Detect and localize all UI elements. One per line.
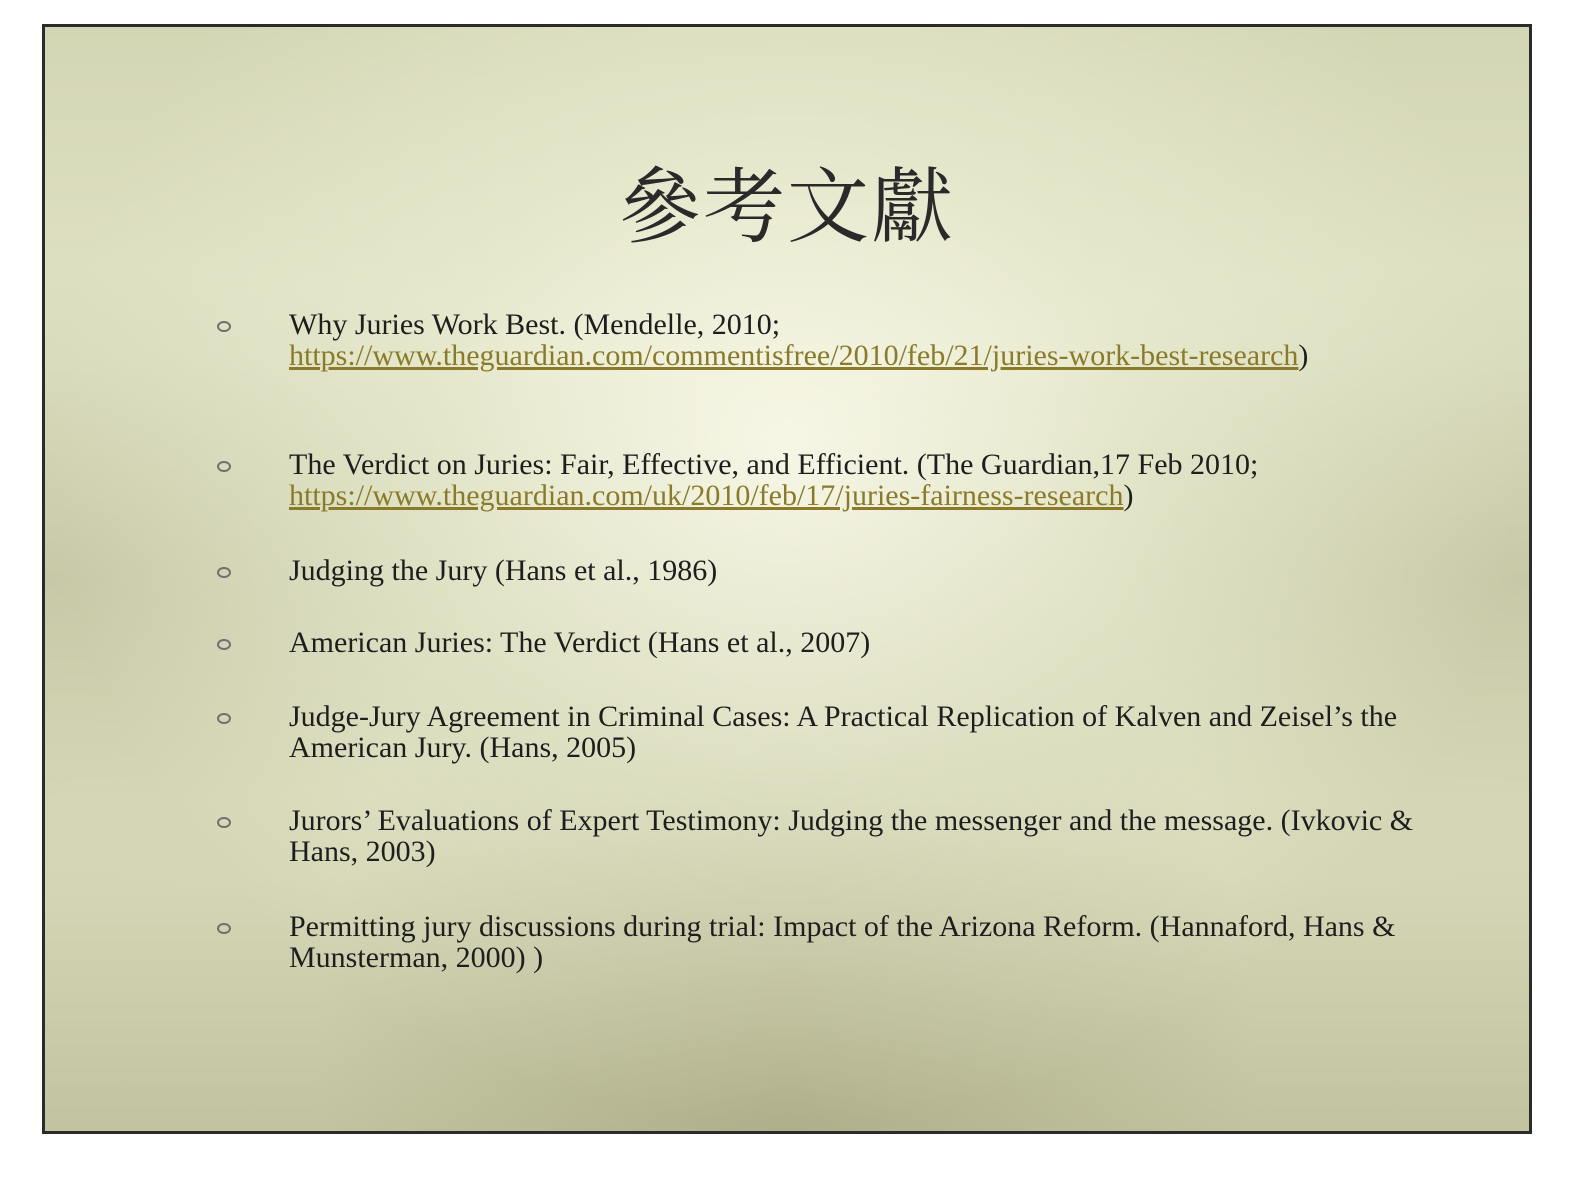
reference-title: Why Juries Work Best. (Mendelle, 2010; (289, 308, 781, 341)
slide (42, 24, 1532, 1134)
bullet-circle-icon (217, 923, 231, 934)
reference-text (289, 449, 1429, 511)
reference-text: Permitting jury discussions during trial: Impact of the Arizona Reform. (Hannaford, Hans & Munsterman, 2000) ) (289, 910, 1396, 974)
reference-title: The Verdict on Juries: Fair, Effective, and Efficient. (The Guardian,17 Feb 2010; (289, 448, 1259, 481)
reference-link[interactable]: https://www.theguardian.com/commentisfree/2010/feb/21/juries-work-best-research (289, 339, 1299, 372)
slide-title: 參考文獻 (618, 160, 955, 255)
bullet-circle-icon (217, 639, 231, 650)
bullet-circle-icon (217, 713, 231, 724)
bullet-circle-icon (217, 817, 231, 828)
reference-suffix: ) (1298, 339, 1309, 372)
reference-text: Jurors’ Evaluations of Expert Testimony: Judging the messenger and the message. (Ivkovic & Hans, 2003) (289, 804, 1414, 868)
reference-text: Judge-Jury Agreement in Criminal Cases: A Practical Replication of Kalven and Zeisel’s the American Jury. (Hans, 2005) (289, 700, 1398, 764)
bullet-circle-icon (217, 567, 231, 578)
reference-text (289, 309, 1429, 371)
reference-link[interactable]: https://www.theguardian.com/uk/2010/feb/17/juries-fairness-research (289, 479, 1124, 512)
reference-suffix: ) (1123, 479, 1134, 512)
bullet-circle-icon (217, 321, 231, 332)
bullet-circle-icon (217, 461, 231, 472)
reference-text: American Juries: The Verdict (Hans et al., 2007) (289, 626, 871, 659)
reference-text: Judging the Jury (Hans et al., 1986) (289, 554, 718, 587)
